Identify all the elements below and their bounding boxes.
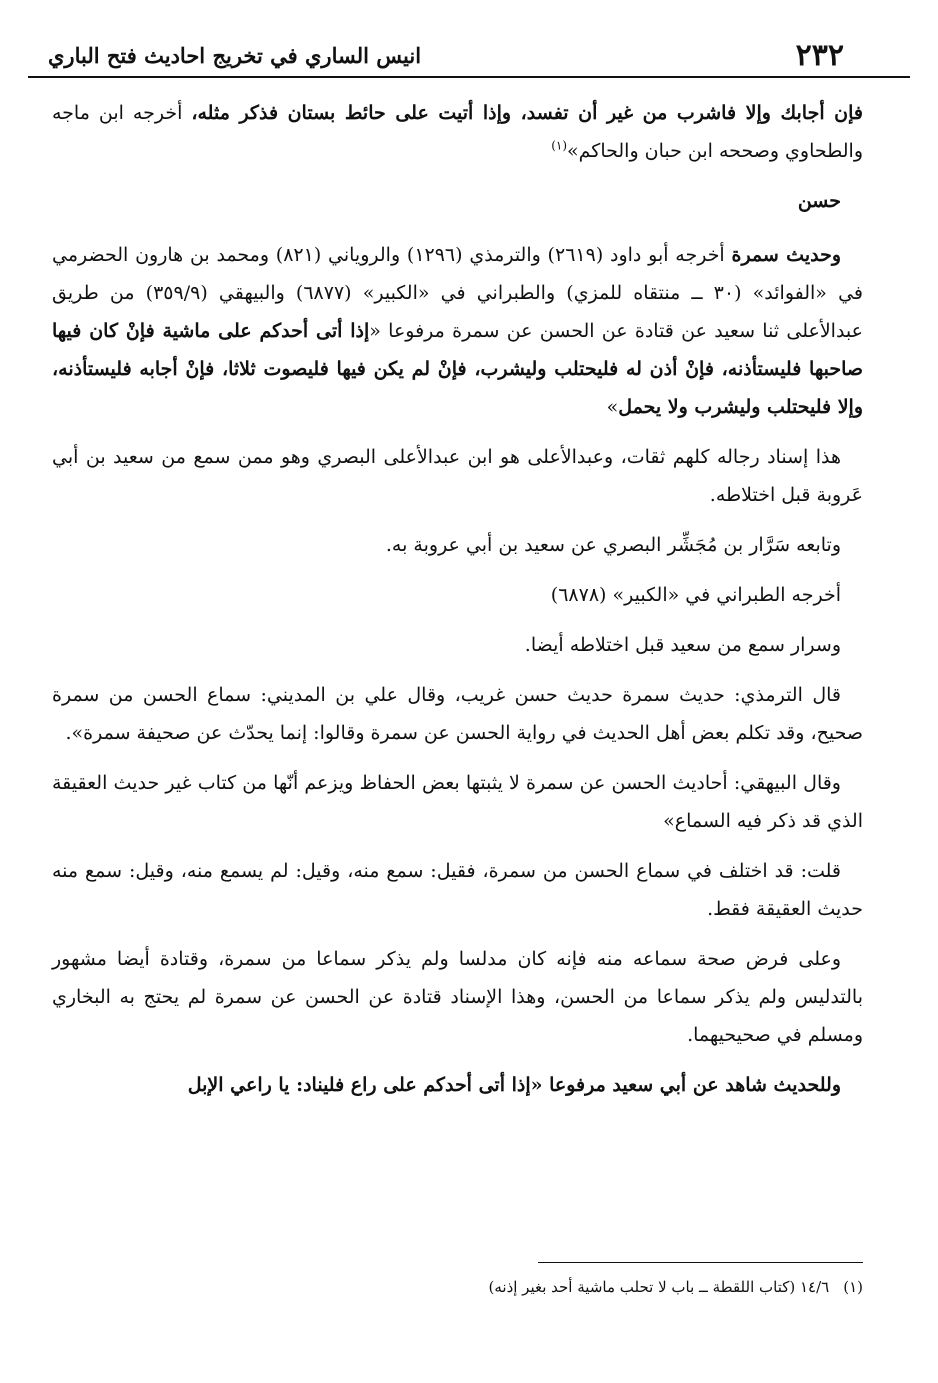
paragraph-1-text: أخرجه ابن ماجه والطحاوي وصححه ابن حبان والحاكم» [52,102,863,162]
paragraph-11-bold: وللحديث شاهد عن أبي سعيد مرفوعا «إذا أتى أحدكم على راع فليناد: يا راعي الإبل [187,1074,841,1096]
paragraph-1-bold: فإن أجابك وإلا فاشرب من غير أن تفسد، وإذا أتيت على حائط بستان فذكر مثله، [191,102,863,124]
paragraph-2-hadith-text: إذا أتى أحدكم على ماشية فإنْ كان فيها صاحبها فليستأذنه، فإنْ أذن له فليحتلب وليشرب، فإنْ لم يكن فيها فليصوت ثلاثا، فإنْ أجابه فليستأذنه، وإلا فليحتلب وليشرب ولا يحمل [52,320,863,418]
footnote-reference: (١) [551,138,568,153]
paragraph-2-close-quote: » [606,396,619,418]
running-title: انيس الساري في تخريج احاديث فتح الباري [48,42,422,68]
paragraph-4: وتابعه سَرَّار بن مُجَشِّر البصري عن سعيد بن أبي عروبة به. [385,534,841,556]
grade-heading: حسن [797,190,841,212]
paragraph-2-text: أخرجه أبو داود (٢٦١٩) والترمذي (١٢٩٦) والروياني (٨٢١) ومحمد بن هارون الحضرمي في «الفوائد» (٣٠ ــ منتقاه للمزي) والطبراني في «الكبير» (٦٨٧٧) والبيهقي (٣٥٩/٩) من طريق عبدالأعلى ثنا سعيد عن قتادة عن الحسن عن سمرة مرفوعا « [52,244,863,342]
paragraph-11 [52,1066,863,1104]
paragraph-3: هذا إسناد رجاله كلهم ثقات، وعبدالأعلى هو ابن عبدالأعلى البصري وهو ممن سمع من سعيد بن أبي عَروبة قبل اختلاطه. [52,446,863,506]
paragraph-9: قلت: قد اختلف في سماع الحسن من سمرة، فقيل: سمع منه، وقيل: لم يسمع منه، وقيل: سمع منه حديث العقيقة فقط. [52,860,863,920]
footnote-number: (١) [843,1278,863,1296]
paragraph-1 [52,94,863,170]
footnote-text: ١٤/٦ (كتاب اللقطة ــ باب لا تحلب ماشية أحد بغير إذنه) [488,1278,830,1296]
paragraph-10: وعلى فرض صحة سماعه منه فإنه كان مدلسا ولم يذكر سماعا من سمرة، وقتادة أيضا مشهور بالتدليس ولم يذكر سماعا من الحسن، وهذا الإسناد قتادة عن الحسن عن سمرة لم يحتج به البخاري ومسلم في صحيحيهما. [52,948,863,1046]
paragraph-8: وقال البيهقي: أحاديث الحسن عن سمرة لا يثبتها بعض الحفاظ ويزعم أنّها من كتاب غير حديث العقيقة الذي قد ذكر فيه السماع» [52,772,863,832]
page-header [28,34,910,78]
footnote-divider [538,1262,863,1263]
paragraph-2 [52,236,863,426]
paragraph-7: قال الترمذي: حديث سمرة حديث حسن غريب، وقال علي بن المديني: سماع الحسن من سمرة صحيح، وقد تكلم بعض أهل الحديث في رواية الحسن عن سمرة وقالوا: إنما يحدّث عن صحيفة سمرة». [52,684,863,744]
paragraph-5: أخرجه الطبراني في «الكبير» (٦٨٧٨) [550,584,841,606]
body-text [52,94,863,1116]
paragraph-6: وسرار سمع من سعيد قبل اختلاطه أيضا. [524,634,841,656]
page-number: ٢٣٢ [795,37,844,73]
footnote [52,1272,863,1302]
paragraph-2-bold-lead: وحديث سمرة [731,244,842,266]
